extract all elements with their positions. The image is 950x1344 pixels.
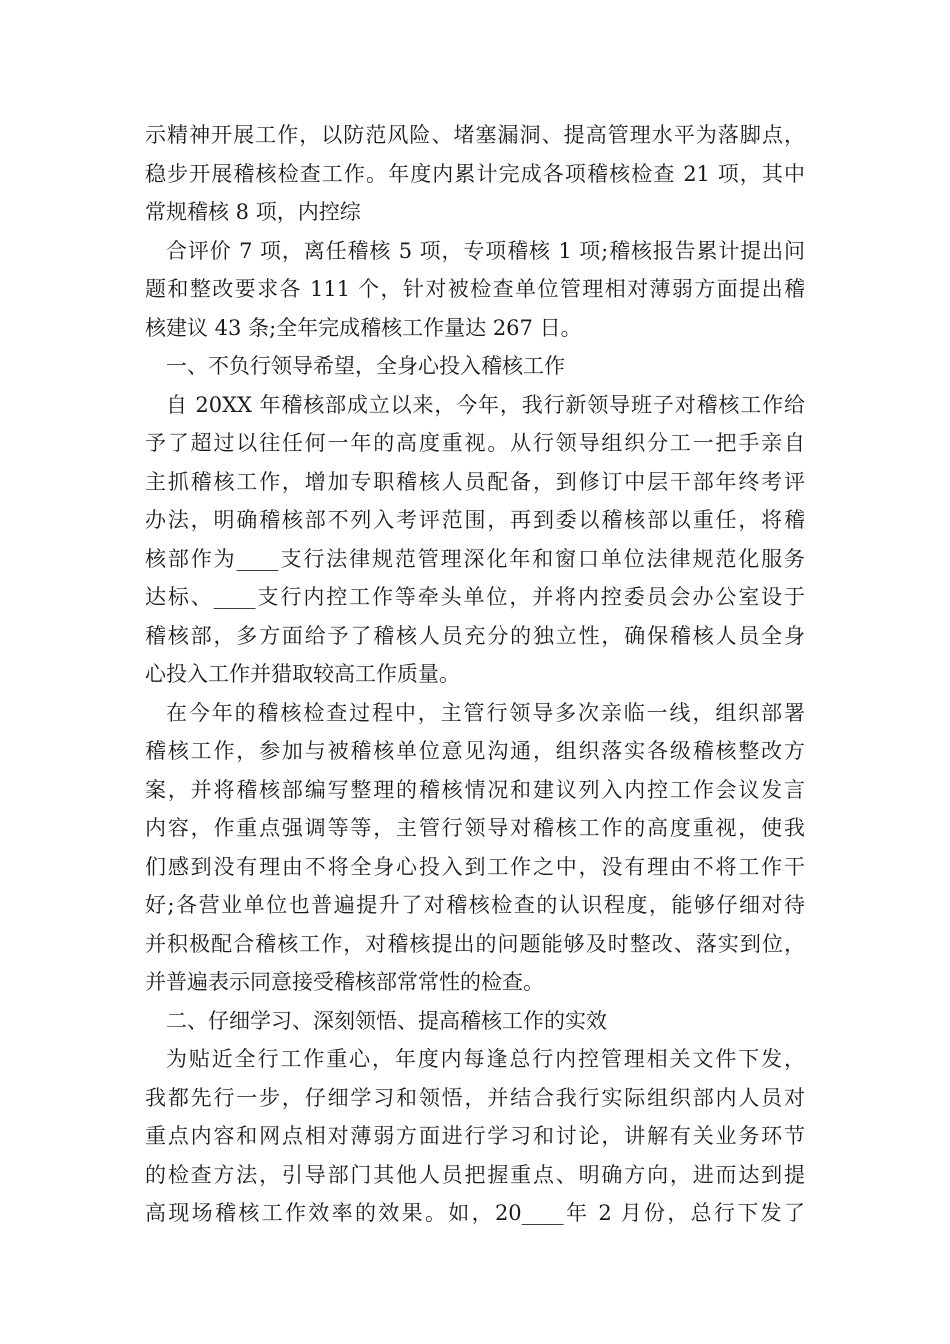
- text-line: 高现场稽核工作效率的效果。如，20____年 2 月份，总行下发了: [145, 1201, 805, 1225]
- text-line: 稽核部，多方面给予了稽核人员充分的独立性，确保稽核人员全身: [145, 623, 805, 648]
- text-line: 我都先行一步，仔细学习和领悟，并结合我行实际组织部内人员对: [145, 1085, 805, 1110]
- text-line: 常规稽核 8 项，内控综: [145, 200, 361, 224]
- text-line: 好;各营业单位也普遍提升了对稽核检查的认识程度，能够仔细对待: [145, 893, 805, 917]
- text-line: 予了超过以往任何一年的高度重视。从行领导组织分工一把手亲自: [145, 431, 805, 455]
- text-line: 核建议 43 条;全年完成稽核工作量达 267 日。: [145, 315, 582, 340]
- text-line: 并积极配合稽核工作，对稽核提出的问题能够及时整改、落实到位，: [145, 931, 805, 956]
- text-line: 达标、____支行内控工作等牵头单位，并将内控委员会办公室设于: [145, 585, 805, 609]
- text-line: 为贴近全行工作重心，年度内每逢总行内控管理相关文件下发，: [166, 1047, 805, 1071]
- text-line: 们感到没有理由不将全身心投入到工作之中，没有理由不将工作干: [145, 854, 805, 879]
- text-line: 心投入工作并猎取较高工作质量。: [145, 662, 460, 686]
- text-line: 稳步开展稽核检查工作。年度内累计完成各项稽核检查 21 项，其中: [145, 161, 805, 186]
- text-line: 核部作为____支行法律规范管理深化年和窗口单位法律规范化服务: [145, 546, 805, 571]
- text-line: 内容，作重点强调等等，主管行领导对稽核工作的高度重视，使我: [145, 816, 805, 840]
- text-line: 在今年的稽核检查过程中，主管行领导多次亲临一线，组织部署: [166, 700, 805, 725]
- section-heading: 一、不负行领导希望，全身心投入稽核工作: [166, 354, 565, 378]
- document-body: [145, 116, 805, 1233]
- section-heading: 二、仔细学习、深刻领悟、提高稽核工作的实效: [166, 1008, 607, 1033]
- text-line: 合评价 7 项，离任稽核 5 项，专项稽核 1 项;稽核报告累计提出问: [166, 238, 805, 263]
- text-line: 案，并将稽核部编写整理的稽核情况和建议列入内控工作会议发言: [145, 777, 805, 802]
- text-line: 重点内容和网点相对薄弱方面进行学习和讨论，讲解有关业务环节: [145, 1124, 805, 1148]
- text-line: 自 20XX 年稽核部成立以来，今年，我行新领导班子对稽核工作给: [166, 392, 805, 417]
- text-line: 主抓稽核工作，增加专职稽核人员配备，到修订中层干部年终考评: [145, 469, 805, 494]
- text-line: 的检查方法，引导部门其他人员把握重点、明确方向，进而达到提: [145, 1162, 805, 1187]
- text-line: 稽核工作，参加与被稽核单位意见沟通，组织落实各级稽核整改方: [145, 739, 805, 763]
- text-line: 示精神开展工作，以防范风险、堵塞漏洞、提高管理水平为落脚点，: [145, 123, 805, 147]
- text-line: 办法，明确稽核部不列入考评范围，再到委以稽核部以重任，将稽: [145, 508, 805, 532]
- text-line: 题和整改要求各 111 个，针对被检查单位管理相对薄弱方面提出稽: [145, 277, 805, 301]
- text-line: 并普遍表示同意接受稽核部常常性的检查。: [145, 970, 544, 994]
